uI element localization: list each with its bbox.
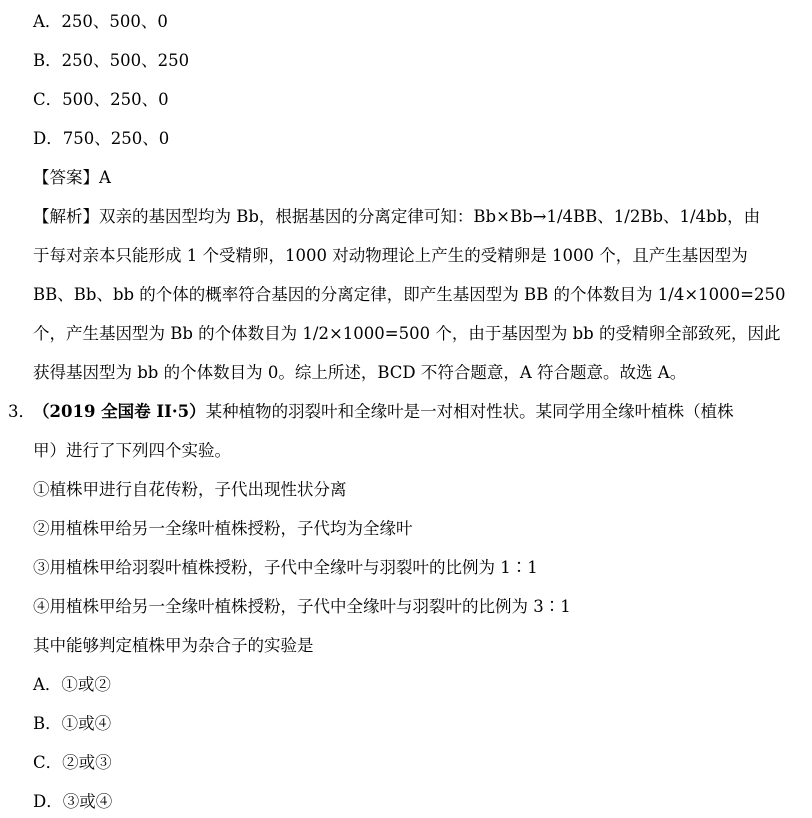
option-text: ②或③	[62, 753, 112, 772]
option-text: 750、250、0	[62, 129, 170, 148]
option-letter: C．	[33, 753, 63, 772]
option-text: 250、500、0	[61, 12, 168, 31]
q2-analysis-line-2: 于每对亲本只能形成 1 个受精卵，1000 对动物理论上产生的受精卵是 1000 个，且产生基因型为	[33, 246, 748, 265]
q2-analysis-line-1	[33, 207, 760, 227]
question-number: 3．	[8, 402, 35, 421]
q2-analysis-line-5: 获得基因型为 bb 的个体数目为 0。综上所述，BCD 不符合题意，A 符合题意。故选 A。	[33, 363, 687, 382]
answer-tag: 【答案】	[33, 168, 99, 187]
q3-option-d	[33, 792, 112, 812]
option-letter: C．	[33, 90, 63, 109]
q3-experiment-1: ①植株甲进行自花传粉，子代出现性状分离	[33, 480, 347, 499]
option-text: 250、500、250	[61, 51, 190, 70]
q2-option-b	[33, 51, 189, 71]
q3-experiment-4: ④用植株甲给另一全缘叶植株授粉，子代中全缘叶与羽裂叶的比例为 3∶1	[33, 597, 571, 616]
analysis-text: 双亲的基因型均为 Bb，根据基因的分离定律可知：Bb×Bb→1/4BB、1/2Bb、1/4bb，由	[99, 207, 761, 226]
option-letter: B．	[33, 51, 62, 70]
q2-option-a	[33, 12, 168, 32]
q3-option-b	[33, 714, 111, 734]
option-text: ①或④	[61, 714, 112, 733]
analysis-tag: 【解析】	[33, 207, 99, 226]
option-letter: A．	[33, 12, 62, 31]
q3-option-c	[33, 753, 112, 773]
answer-value: A	[99, 168, 111, 187]
option-text: ③或④	[62, 792, 113, 811]
q2-option-c	[33, 90, 169, 110]
option-letter: D．	[33, 129, 63, 148]
q3-experiment-3: ③用植株甲给羽裂叶植株授粉，子代中全缘叶与羽裂叶的比例为 1∶1	[33, 558, 538, 577]
q3-stem-line-1	[8, 402, 734, 422]
q2-analysis-line-4: 个，产生基因型为 Bb 的个体数目为 1/2×1000=500 个，由于基因型为 bb 的受精卵全部致死，因此	[33, 324, 781, 343]
q3-question: 其中能够判定植株甲为杂合子的实验是	[33, 636, 314, 655]
question-source: （2019 全国卷 II·5）	[33, 402, 206, 421]
option-text: ①或②	[61, 675, 111, 694]
option-letter: A．	[33, 675, 62, 694]
q3-experiment-2: ②用植株甲给另一全缘叶植株授粉，子代均为全缘叶	[33, 519, 413, 538]
option-letter: B．	[33, 714, 62, 733]
option-letter: D．	[33, 792, 63, 811]
q2-option-d	[33, 129, 169, 149]
stem-text: 某种植物的羽裂叶和全缘叶是一对相对性状。某同学用全缘叶植株（植株	[205, 402, 734, 421]
q2-answer	[33, 168, 111, 188]
q3-option-a	[33, 675, 111, 695]
option-text: 500、250、0	[62, 90, 169, 109]
q2-analysis-line-3: BB、Bb、bb 的个体的概率符合基因的分离定律，即产生基因型为 BB 的个体数目为 1/4×1000=250	[33, 285, 786, 304]
q3-stem-line-2: 甲）进行了下列四个实验。	[33, 441, 231, 460]
